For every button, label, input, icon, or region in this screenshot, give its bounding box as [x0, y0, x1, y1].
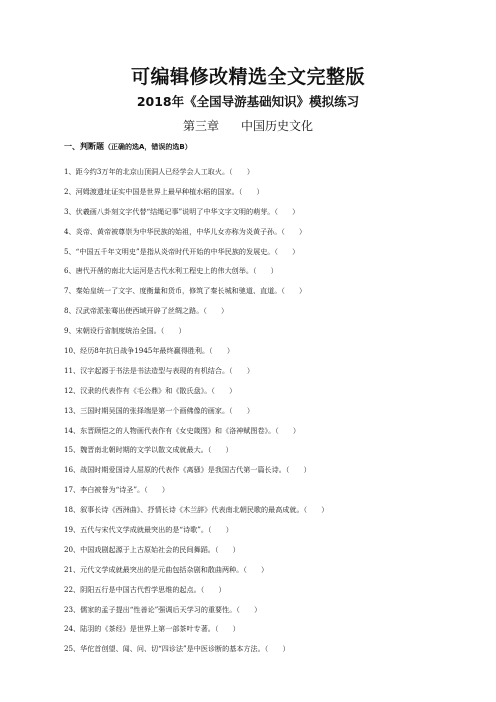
question-item: 24、陆羽的《茶经》是世界上第一部茶叶专著。（ ） [64, 624, 240, 634]
chapter-name: 中国历史文化 [241, 119, 314, 133]
question-item: 13、三国时期吴国的张择端是第一个画佛像的画家。（ ） [64, 405, 254, 415]
question-item: 16、战国时期爱国诗人屈原的代表作《离骚》是我国古代第一篇长诗。（ ） [64, 465, 311, 475]
question-item: 21、元代文学成就最突出的是元曲包括杂剧和散曲两种。（ ） [64, 564, 269, 574]
question-item: 18、叙事长诗《西洲曲》、抒情长诗《木兰辞》代表南北朝民歌的最高成就。（ ） [64, 505, 329, 515]
question-item: 9、宋朝设行省制度统治全国。（ ） [64, 326, 186, 336]
exam-subtitle: 2018年《全国导游基础知识》模拟练习 [136, 94, 360, 109]
question-item: 25、华佗首创望、闻、问、切“四诊法”是中医诊断的基本方法。（ ） [64, 644, 290, 654]
question-item: 6、唐代开凿的南北大运河是古代水利工程史上的伟大创举。（ ） [64, 266, 278, 276]
question-list [64, 162, 484, 659]
question-item: 14、东晋顾恺之的人物画代表作有《女史箴图》和《洛神赋图卷》。（ ） [64, 425, 301, 435]
question-item: 11、汉字起源于书法是书法造型与表现的有机结合。（ ） [64, 365, 254, 375]
question-item: 12、汉隶的代表作有《毛公鼎》和《散氏盘》。（ ） [64, 385, 237, 395]
section-instruction: （正确的选A，错误的选B） [104, 143, 192, 151]
question-item: 3、伏羲画八卦刻文字代替“结绳记事”说明了中华文字文明的萌芽。（ ） [64, 206, 300, 216]
chapter-heading [0, 117, 496, 134]
chapter-number: 第三章 [182, 119, 219, 133]
question-item: 4、炎帝、黄帝被尊崇为中华民族的始祖，中华儿女亦称为炎黄子孙。（ ） [64, 226, 307, 236]
question-item: 2、河姆渡遗址证实中国是世界上最早种植水稻的国家。（ ） [64, 186, 264, 196]
question-item: 15、魏晋南北朝时期的文学以散文成就最大。（ ） [64, 445, 233, 455]
question-item: 5、“中国五千年文明史”是指从炎帝时代开始的中华民族的发展史。（ ） [64, 246, 300, 256]
document-title: 可编辑修改精选全文完整版 [130, 66, 365, 88]
question-item: 1、距今约3万年的北京山顶洞人已经学会人工取火。（ ） [64, 167, 254, 176]
question-item: 8、汉武帝派张骞出使西域开辟了丝绸之路。（ ） [64, 306, 229, 316]
question-item: 7、秦始皇统一了文字、度衡量和货币，修筑了秦长城和驰道、直道。（ ） [64, 286, 307, 296]
question-item: 23、儒家的孟子提出“性善论”强调后天学习的重要性。（ ） [64, 604, 262, 614]
section-title: 一、判断题 [64, 142, 104, 151]
question-item: 19、五代与宋代文学成就最突出的是“诗歌”。（ ） [64, 525, 233, 535]
question-item: 17、李白被誉为“诗圣”。（ ） [64, 485, 169, 495]
section-heading [64, 141, 192, 152]
question-item: 10、经历8年抗日战争1945年最终赢得胜利。（ ） [64, 346, 234, 356]
question-item: 22、阴阳五行是中国古代哲学思维的起点。（ ） [64, 584, 226, 594]
question-item: 20、中国戏剧起源于上古原始社会的民间舞蹈。（ ） [64, 544, 240, 554]
